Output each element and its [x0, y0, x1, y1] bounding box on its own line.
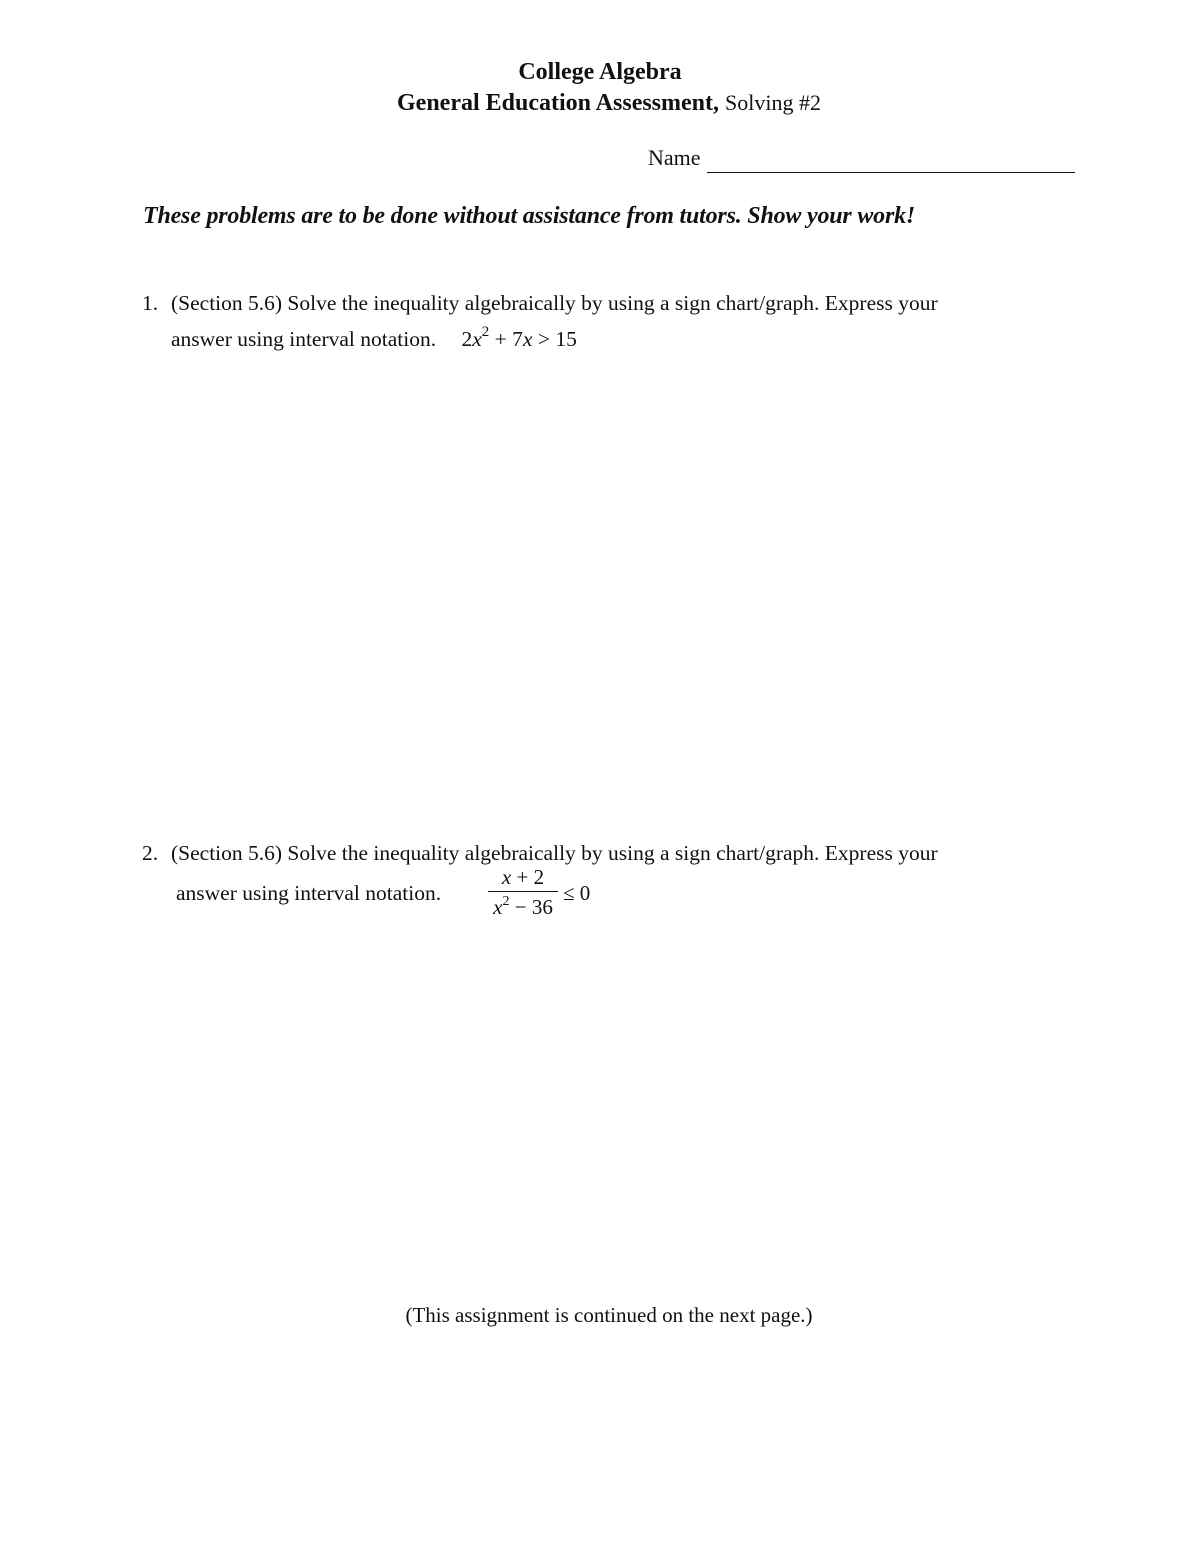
numerator-constant: + 2 — [511, 865, 545, 889]
name-blank-line[interactable] — [707, 148, 1075, 173]
expr-coefficient: 2 — [461, 327, 473, 351]
name-field — [648, 143, 1075, 173]
expr-variable-2: x — [522, 327, 533, 351]
problem-text-line1: (Section 5.6) Solve the inequality algebraically by using a sign chart/graph. Express your — [171, 841, 938, 865]
fraction-numerator — [486, 863, 560, 891]
name-label: Name — [648, 145, 701, 170]
inequality-rhs: ≤ 0 — [563, 881, 591, 905]
problem-text-line2-row — [176, 875, 441, 911]
problem-text-line2-row — [171, 321, 577, 357]
denominator-variable: x — [493, 895, 503, 919]
expr-exponent: 2 — [481, 324, 490, 340]
expr-variable: x — [472, 327, 482, 351]
problem-text-line2: answer using interval notation. — [176, 881, 442, 905]
numerator-variable: x — [501, 865, 512, 889]
inequality-expression — [461, 324, 577, 351]
assessment-title-sub: Solving #2 — [725, 90, 821, 115]
assessment-title — [9, 88, 1200, 118]
instructions: These problems are to be done without assistance from tutors. Show your work! — [143, 203, 916, 229]
problem-text-line1: (Section 5.6) Solve the inequality algebraically by using a sign chart/graph. Express your — [171, 291, 938, 315]
expr-rhs: > 15 — [532, 327, 577, 351]
denominator-exponent: 2 — [502, 894, 510, 909]
problem-number: 2. — [142, 841, 159, 865]
denominator-constant: − 36 — [509, 895, 553, 919]
course-title: College Algebra — [518, 59, 682, 85]
continuation-note: (This assignment is continued on the next page.) — [405, 1303, 813, 1327]
assessment-title-main: General Education Assessment, — [397, 90, 720, 116]
expr-linear-term: + 7 — [489, 327, 523, 351]
fraction-denominator — [486, 892, 560, 922]
problem-number: 1. — [142, 291, 159, 315]
problem-text-line2: answer using interval notation. — [171, 327, 437, 351]
rational-expression — [486, 863, 560, 922]
